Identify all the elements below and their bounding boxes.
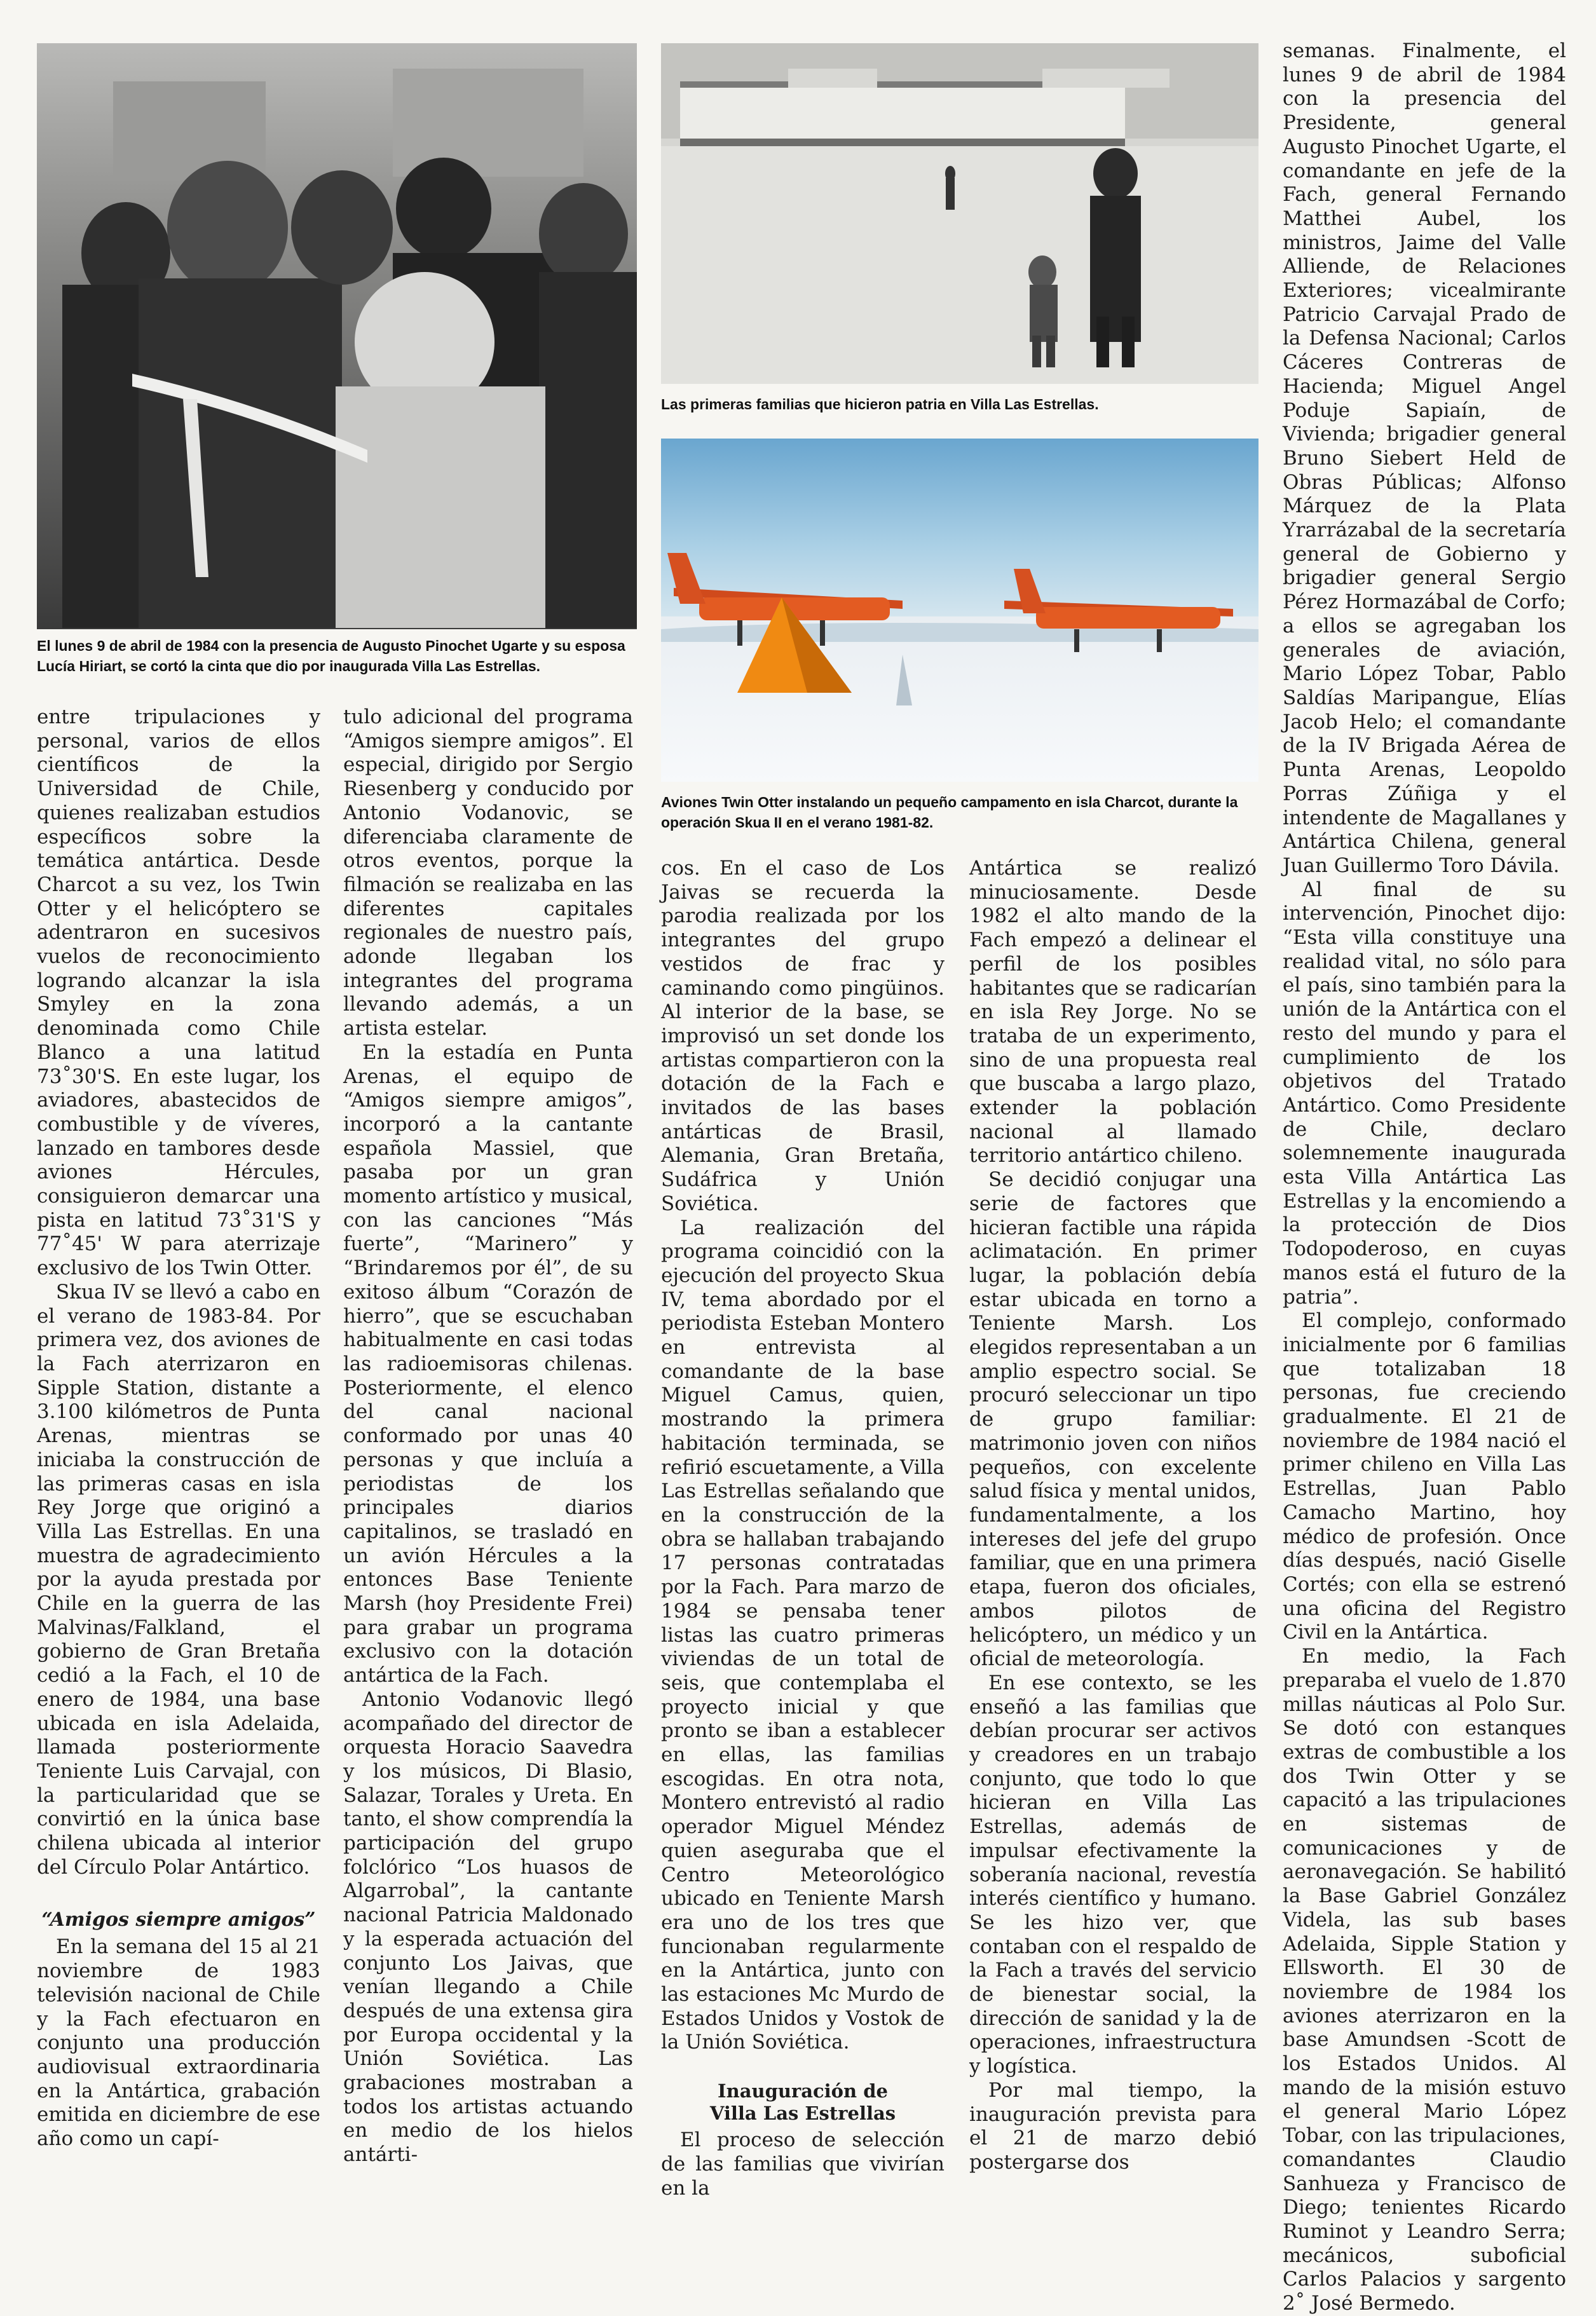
col2-paragraph-1: tulo adicional del programa “Amigos siempre amigos”. El especial, dirigido por Sergio Riesenberg y conducido por Antonio Vodanovic, se diferenciaba claramente de otros eventos, porque la filmación se realizaba en las diferentes capitales regionales de nuestro país, adonde llegaban los integrantes del programa llevando además, a un artista estelar. bbox=[343, 705, 633, 1040]
article-column-5 bbox=[1283, 39, 1566, 2316]
col1-paragraph-1: entre tripulaciones y personal, varios de ellos científicos de la Universidad de Chile, quienes realizaban estudios específicos sobre la temática antártica. Desde Charcot a su vez, los Twin Otter y el helicóptero se adentraron en sucesivos vuelos de reconocimiento logrando alcanzar la isla Smyley en la zona denominada como Chile Blanco a una latitud 73˚30'S. En este lugar, los aviadores, abastecidos de combustible y de víveres, lanzado en tambores desde aviones Hércules, consiguieron demarcar una pista en latitud 73˚31'S y 77˚45' W para aterrizaje exclusivo de los Twin Otter. bbox=[37, 705, 320, 1280]
col4-paragraph-1: Antártica se realizó minuciosamente. Desde 1982 el alto mando de la Fach empezó a delinear el perfil de los posibles habitantes que se radicarían en isla Rey Jorge. No se trataba de un experimento, sino de una propuesta real que buscaba a largo plazo, extender la población nacional al llamado territorio antártico chileno. bbox=[969, 857, 1257, 1168]
ceremony-image-drawing bbox=[37, 43, 637, 629]
col1-paragraph-3: En la semana del 15 al 21 noviembre de 1983 televisión nacional de Chile y la Fach efectuaron en conjunto una producción audiovisual extraordinaria en la Antártica, grabación emitida en diciembre de ese año como un capí- bbox=[37, 1935, 320, 2151]
col2-paragraph-2: En la estadía en Punta Arenas, el equipo de “Amigos siempre amigos”, incorporó a la cantante española Massiel, que pasaba por un gran momento artístico y musical, con las canciones “Más fuerte”, “Marinero” y “Brindaremos por él”, de su exitoso álbum “Corazón de hierro”, que se escuchaban habitualmente en casi todas las radioemisoras chilenas. Posteriormente, el elenco del canal nacional conformado por unas 40 personas y que incluía a periodistas de los principales diarios capitalinos, se trasladó en un avión Hércules a la entonces Base Teniente Marsh (hoy Presidente Frei) para grabar un programa exclusivo con la dotación antártica de la Fach. bbox=[343, 1040, 633, 1687]
article-column-4 bbox=[969, 857, 1257, 2175]
col5-paragraph-4: En medio, la Fach preparaba el vuelo de 1.870 millas náuticas al Polo Sur. Se dotó con estanques extras de combustible a los dos Twin Otter y se capacitó a las tripulaciones en sistemas de comunicaciones y de aeronavegación. Se habilitó la Base Gabriel González Videla, las sub bases Adelaida, Sipple Station y Ellsworth. El 30 de noviembre de 1984 los aviones aterrizaron en la base Amundsen -Scott de los Estados Unidos. Al mando de la misión estuvo el general Mario López Tobar, con las tripulaciones, comandantes Claudio Sanhueza y Francisco de Diego; tenientes Ricardo Ruminot y Leandro Serra; mecánicos, suboficial Carlos Palacios y sargento 2˚ José Bermedo. bbox=[1283, 1645, 1566, 2315]
col1-paragraph-2: Skua IV se llevó a cabo en el verano de 1983-84. Por primera vez, dos aviones de la Fach aterrizaron en Sipple Station, distante a 3.100 kilómetros de Punta Arenas, mientras se iniciaba la construcción de las primeras casas en isla Rey Jorge que originó a Villa Las Estrellas. En una muestra de agradecimiento por la ayuda prestada por Chile en la guerra de las Malvinas/Falkland, el gobierno de Gran Bretaña cedió a la Fach, el 10 de enero de 1984, una base ubicada en isla Adelaida, llamada posteriormente Teniente Luis Carvajal, con la particularidad que se convirtió en la única base chilena ubicada al interior del Círculo Polar Antártico. bbox=[37, 1280, 320, 1879]
section-heading-inauguracion bbox=[661, 2080, 945, 2125]
col5-paragraph-1: semanas. Finalmente, el lunes 9 de abril de 1984 con la presencia del Presidente, general Augusto Pinochet Ugarte, el comandante en jefe de la Fach, general Fernando Matthei Aubel, los ministros, Jaime del Valle Alliende, de Relaciones Exteriores; vicealmirante Patricio Carvajal Prado de la Defensa Nacional; Carlos Cáceres Contreras de Hacienda; Miguel Angel Poduje Sapiaín, de Vivienda; brigadier general Bruno Siebert Held de Obras Públicas; Alfonso Márquez de la Plata Yrarrázabal de la secretaría general de Gobierno y brigadier general Sergio Pérez Hormazábal de Corfo; a ellos se agregaban los generales de aviación, Mario López Tobar, Pablo Saldías Maripangue, Elías Jacob Helo; el comandante de la IV Brigada Aérea de Punta Arenas, Leopoldo Porras Zúñiga y el intendente de Magallanes y Antártica Chilena, general Juan Guillermo Toro Dávila. bbox=[1283, 39, 1566, 877]
heading-line-2: Villa Las Estrellas bbox=[709, 2102, 896, 2125]
article-column-1 bbox=[37, 705, 320, 2151]
col3-paragraph-1: cos. En el caso de Los Jaivas se recuerda la parodia realizada por los integrantes del grupo vestidos de frac y caminando como pingüinos. Al interior de la base, se improvisó un set donde los artistas compartieron con la dotación de la Fach e invitados de las bases antárticas de Brasil, Alemania, Gran Bretaña, Sudáfrica y Unión Soviética. bbox=[661, 857, 945, 1215]
ceremony-caption: El lunes 9 de abril de 1984 con la presencia de Augusto Pinochet Ugarte y su esposa Lucía Hiriart, se cortó la cinta que dio por inaugurada Villa Las Estrellas. bbox=[37, 637, 625, 674]
section-heading-amigos: “Amigos siempre amigos” bbox=[41, 1909, 316, 1931]
ribbon-cutting-photo bbox=[37, 43, 637, 629]
families-image-drawing bbox=[661, 43, 1258, 384]
col5-paragraph-2: Al final de su intervención, Pinochet dijo: “Esta villa constituye una realidad vital, no sólo para el país, sino también para la unión de la Antártica con el resto del mundo y para el cumplimiento de los objetivos del Tratado Antártico. Como Presidente de Chile, declaro solemnemente inaugurada esta Villa Antártica Las Estrellas y la encomiendo a la protección de Dios Todopoderoso, en cuyas manos está el futuro de la patria”. bbox=[1283, 878, 1566, 1309]
col3-paragraph-2: La realización del programa coincidió con la ejecución del proyecto Skua IV, tema abordado por el periodista Esteban Montero en entrevista al comandante de la base Miguel Camus, quien, mostrando la primera habitación terminada, se refirió escuetamente, a Villa Las Estrellas señalando que en la construcción de la obra se hallaban trabajando 17 personas contratadas por la Fach. Para marzo de 1984 se pensaba tener listas las cuatro primeras viviendas de un total de seis, que contemplaba el proyecto inicial y que pronto se iban a establecer en ellas, las familias escogidas. En otra nota, Montero entrevistó al radio operador Miguel Méndez quien aseguraba que el Centro Meteorológico ubicado en Teniente Marsh era uno de los tres que funcionaban regularmente en la Antártica, junto con las estaciones Mc Murdo de Estados Unidos y Vostok de la Unión Soviética. bbox=[661, 1216, 945, 2054]
col4-paragraph-3: En ese contexto, se les enseñó a las familias que debían procurar ser activos y creadores en un trabajo conjunto, que todo lo que hicieran en Villa Las Estrellas, además de impulsar efectivamente la soberanía nacional, revestía interés científico y humano. Se les hizo ver, que contaban con el respaldo de la Fach a través del servicio de bienestar social, la dirección de sanidad y la de operaciones, infraestructura y logística. bbox=[969, 1671, 1257, 2078]
planes-caption: Aviones Twin Otter instalando un pequeño campamento en isla Charcot, durante la operación Skua II en el verano 1981-82. bbox=[661, 794, 1238, 831]
article-column-2 bbox=[343, 705, 633, 2167]
article-column-3 bbox=[661, 857, 945, 2200]
col5-paragraph-3: El complejo, conformado inicialmente por 6 familias que totalizaban 18 personas, fue creciendo gradualmente. El 21 de noviembre de 1984 nació el primer chileno en Villa Las Estrellas, Juan Pablo Camacho Martino, hoy médico de profesión. Once días después, nació Giselle Cortés; con ella se estrenó una oficina del Registro Civil en la Antártica. bbox=[1283, 1309, 1566, 1644]
col4-paragraph-4: Por mal tiempo, la inauguración prevista para el 21 de marzo debió postergarse dos bbox=[969, 2078, 1257, 2174]
families-walking-photo bbox=[661, 43, 1258, 384]
families-caption: Las primeras familias que hicieron patria en Villa Las Estrellas. bbox=[661, 396, 1099, 412]
col3-paragraph-3: El proceso de selección de las familias que vivirían en la bbox=[661, 2129, 945, 2200]
col4-paragraph-2: Se decidió conjugar una serie de factores que hicieran factible una rápida aclimatación. En primer lugar, la población debía estar ubicada en torno a Teniente Marsh. Los elegidos representaban a un amplio espectro social. Se procuró seleccionar un tipo de grupo familiar: matrimonio joven con niños pequeños, con excelente salud física y mental unidos, fundamentalmente, a los intereses del jefe del grupo familiar, que en una primera etapa, fueron dos oficiales, ambos pilotos de helicóptero, un médico y un oficial de meteorología. bbox=[969, 1168, 1257, 1671]
heading-line-1: Inauguración de bbox=[718, 2080, 888, 2102]
planes-image-drawing bbox=[661, 439, 1258, 782]
twin-otter-planes-photo bbox=[661, 439, 1258, 782]
col2-paragraph-3: Antonio Vodanovic llegó acompañado del director de orquesta Horacio Saavedra y los músicos, Di Blasio, Salazar, Torales y Ureta. En tanto, el show comprendía la participación del grupo folclórico “Los huasos de Algarrobal”, la cantante nacional Patricia Maldonado y la esperada actuación del conjunto Los Jaivas, que venían llegando a Chile después de una extensa gira por Europa occidental y la Unión Soviética. Las grabaciones mostraban a todos los artistas actuando en medio de los hielos antárti- bbox=[343, 1687, 633, 2167]
